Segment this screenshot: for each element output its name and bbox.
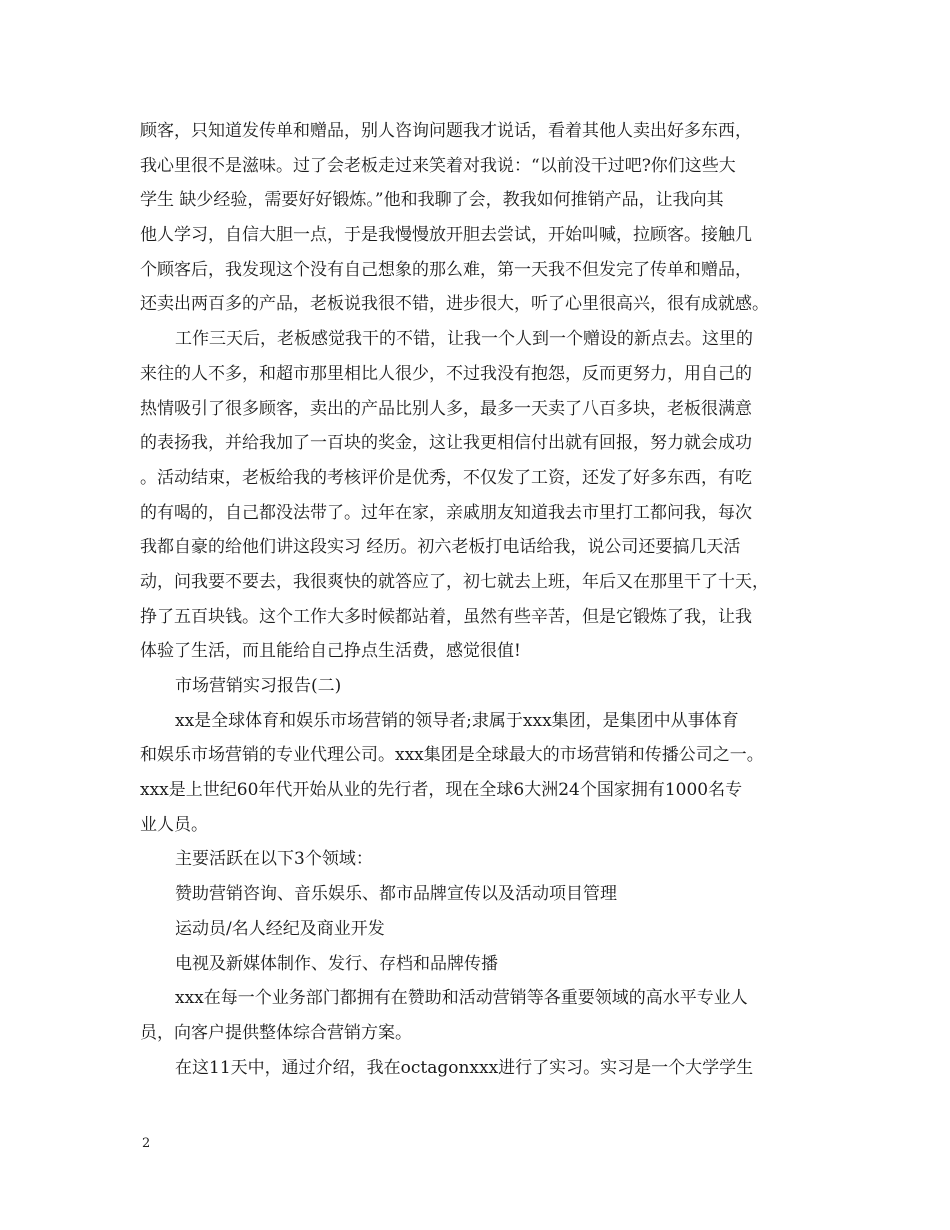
text-line: 在这11天中，通过介绍，我在octagonxxx进行了实习。实习是一个大学学生	[175, 1057, 754, 1078]
text-line: 主要活跃在以下3个领域：	[175, 849, 373, 870]
text-line: 和娱乐市场营销的专业代理公司。xxx集团是全球最大的市场营销和传播公司之一。	[140, 745, 764, 766]
text-line: 顾客，只知道发传单和赠品，别人咨询问题我才说话，看着其他人卖出好多东西，	[140, 121, 752, 141]
page-number: 2	[142, 1136, 151, 1151]
text-line: 电视及新媒体制作、发行、存档和品牌传播	[175, 953, 498, 974]
text-line: 个顾客后，我发现这个没有自己想象的那么难，第一天我不但发完了传单和赠品，	[140, 259, 752, 280]
text-line: 来往的人不多，和超市那里相比人很少，不过我没有抱怨，反而更努力，用自己的	[140, 363, 752, 384]
text-line: xx是全球体育和娱乐市场营销的领导者;隶属于xxx集团，是集团中从事体育	[175, 710, 739, 731]
text-line: 工作三天后，老板感觉我干的不错，让我一个人到一个赠设的新点去。这里的	[175, 329, 753, 350]
text-line: 业人员。	[140, 814, 208, 835]
body-text	[140, 114, 830, 1085]
text-line: 运动员/名人经纪及商业开发	[175, 918, 385, 939]
text-line: 。活动结束，老板给我的考核评价是优秀，不仅发了工资，还发了好多东西，有吃	[140, 467, 752, 488]
text-line: 还卖出两百多的产品，老板说我很不错，进步很大，听了心里很高兴，很有成就感。	[140, 294, 769, 315]
text-line: 我心里很不是滋味。过了会老板走过来笑着对我说：“以前没干过吧?你们这些大	[140, 155, 736, 176]
text-line: 挣了五百块钱。这个工作大多时候都站着，虽然有些辛苦，但是它锻炼了我，让我	[140, 606, 752, 627]
text-line: xxx在每一个业务部门都拥有在赞助和活动营销等各重要领域的高水平专业人	[175, 988, 748, 1009]
text-line: 热情吸引了很多顾客，卖出的产品比别人多，最多一天卖了八百多块，老板很满意	[140, 398, 752, 419]
text-line: 员，向客户提供整体综合营销方案。	[140, 1022, 412, 1043]
text-line: 的表扬我，并给我加了一百块的奖金，这让我更相信付出就有回报，努力就会成功	[140, 433, 752, 454]
text-line: 学生 缺少经验，需要好好锻炼。”他和我聊了会，教我如何推销产品，让我向其	[140, 190, 724, 211]
text-line: 体验了生活，而且能给自己挣点生活费，感觉很值!	[140, 641, 521, 662]
text-line: 动，问我要不要去，我很爽快的就答应了，初七就去上班，年后又在那里干了十天，	[140, 571, 769, 592]
text-line: 的有喝的，自己都没法带了。过年在家，亲戚朋友知道我去市里打工都问我，每次	[140, 502, 752, 523]
text-line: xxx是上世纪60年代开始从业的先行者，现在全球6大洲24个国家拥有1000名专	[140, 780, 743, 801]
text-line: 他人学习，自信大胆一点，于是我慢慢放开胆去尝试，开始叫喊，拉顾客。接触几	[140, 225, 752, 246]
text-line: 市场营销实习报告(二)	[175, 676, 342, 696]
text-line: 赞助营销咨询、音乐娱乐、都市品牌宣传以及活动项目管理	[175, 884, 617, 905]
text-line: 我都自豪的给他们讲这段实习 经历。初六老板打电话给我，说公司还要搞几天活	[140, 537, 741, 558]
